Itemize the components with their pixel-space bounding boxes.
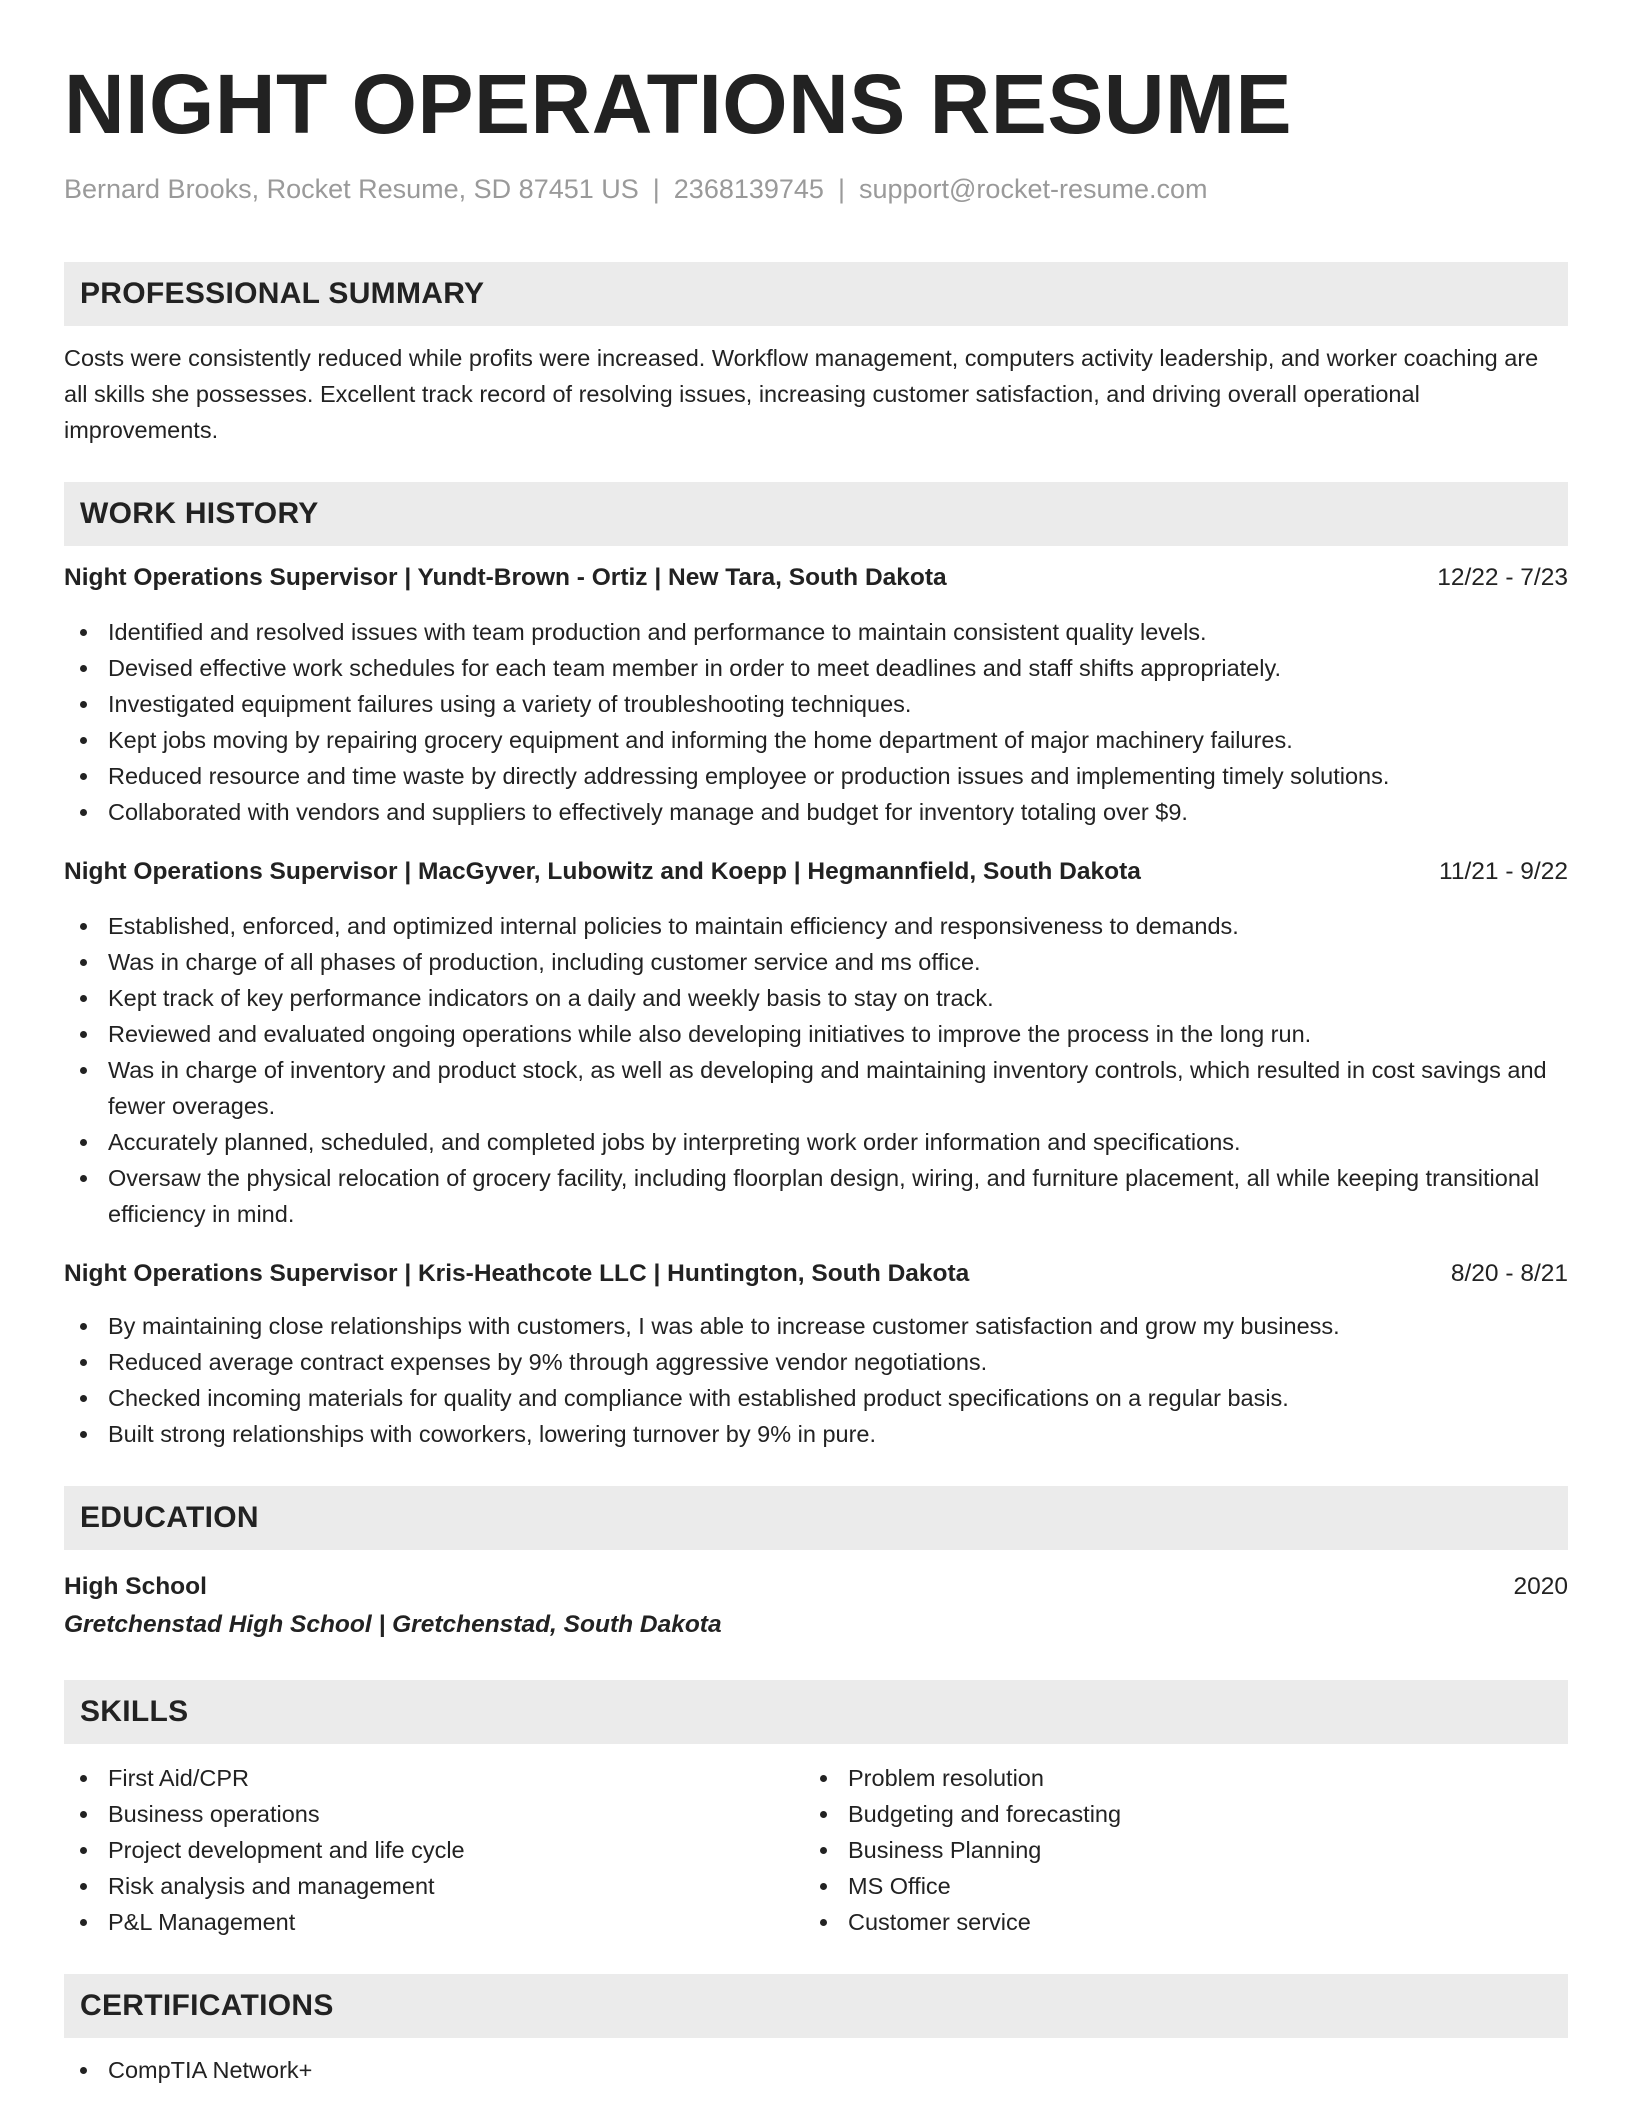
list-item: Risk analysis and management [64, 1868, 804, 1904]
summary-section [64, 262, 1568, 448]
skills-list-left [64, 1760, 804, 1940]
contact-phone: 2368139745 [673, 174, 824, 204]
contact-separator: | [652, 174, 660, 204]
list-item: Established, enforced, and optimized internal policies to maintain efficiency and responsiveness to demands. [64, 908, 1568, 944]
list-item: Collaborated with vendors and suppliers to effectively manage and budget for inventory totaling over $9. [64, 794, 1568, 830]
job-bullets [64, 1308, 1568, 1452]
job-title: Night Operations Supervisor | Yundt-Brown - Ortiz | New Tara, South Dakota [64, 564, 947, 591]
certifications-heading: CERTIFICATIONS [64, 1974, 1568, 2038]
list-item: Oversaw the physical relocation of grocery facility, including floorplan design, wiring, and furniture placement, all while keeping transitional efficiency in mind. [64, 1160, 1568, 1232]
page-title: NIGHT OPERATIONS RESUME [64, 57, 1293, 151]
work-history-section [64, 482, 1568, 1452]
list-item: Problem resolution [804, 1760, 1544, 1796]
contact-address: Bernard Brooks, Rocket Resume, SD 87451 US [64, 174, 639, 204]
job-dates: 11/21 - 9/22 [1439, 858, 1568, 885]
list-item: Budgeting and forecasting [804, 1796, 1544, 1832]
job-title: Night Operations Supervisor | Kris-Heathcote LLC | Huntington, South Dakota [64, 1260, 970, 1287]
job-header [64, 560, 1568, 596]
job-bullets [64, 908, 1568, 1232]
list-item: CompTIA Network+ [64, 2052, 1568, 2088]
contact-line [64, 174, 1568, 214]
list-item: By maintaining close relationships with customers, I was able to increase customer satisfaction and grow my business. [64, 1308, 1568, 1344]
education-school: Gretchenstad High School | Gretchenstad, South Dakota [64, 1611, 722, 1638]
list-item: Investigated equipment failures using a variety of troubleshooting techniques. [64, 686, 1568, 722]
job-dates: 8/20 - 8/21 [1450, 1260, 1568, 1287]
job-entry [64, 1256, 1568, 1452]
list-item: Reviewed and evaluated ongoing operations while also developing initiatives to improve the process in the long run. [64, 1016, 1568, 1052]
certifications-section [64, 1974, 1568, 2088]
list-item: Business operations [64, 1796, 804, 1832]
list-item: Project development and life cycle [64, 1832, 804, 1868]
list-item: Kept track of key performance indicators on a daily and weekly basis to stay on track. [64, 980, 1568, 1016]
list-item: Identified and resolved issues with team production and performance to maintain consistent quality levels. [64, 614, 1568, 650]
job-entry [64, 854, 1568, 1232]
summary-heading: PROFESSIONAL SUMMARY [64, 262, 1568, 326]
summary-text: Costs were consistently reduced while profits were increased. Workflow management, computers activity leadership, and worker coaching are all skills she possesses. Excellent track record of resolving issues, increasing customer satisfaction, and driving overall operational improvements. [64, 345, 1539, 443]
contact-email: support@rocket-resume.com [858, 174, 1208, 204]
skills-heading: SKILLS [64, 1680, 1568, 1744]
education-section [64, 1486, 1568, 1644]
skills-section [64, 1680, 1568, 1940]
work-history-heading: WORK HISTORY [64, 482, 1568, 546]
list-item: Business Planning [804, 1832, 1544, 1868]
job-header [64, 854, 1568, 890]
list-item: First Aid/CPR [64, 1760, 804, 1796]
certifications-list [64, 2052, 1568, 2088]
job-title: Night Operations Supervisor | MacGyver, Lubowitz and Koepp | Hegmannfield, South Dakota [64, 858, 1141, 885]
education-heading: EDUCATION [64, 1486, 1568, 1550]
list-item: Devised effective work schedules for each team member in order to meet deadlines and staff shifts appropriately. [64, 650, 1568, 686]
list-item: MS Office [804, 1868, 1544, 1904]
list-item: Reduced average contract expenses by 9% through aggressive vendor negotiations. [64, 1344, 1568, 1380]
skills-grid [64, 1760, 1568, 1940]
education-header [64, 1568, 1568, 1606]
contact-separator: | [837, 174, 845, 204]
job-header [64, 1256, 1568, 1292]
list-item: Was in charge of inventory and product stock, as well as developing and maintaining inventory controls, which resulted in cost savings and fewer overages. [64, 1052, 1568, 1124]
skills-list-right [804, 1760, 1544, 1940]
list-item: Customer service [804, 1904, 1544, 1940]
list-item: P&L Management [64, 1904, 804, 1940]
job-entry [64, 560, 1568, 830]
list-item: Built strong relationships with coworkers, lowering turnover by 9% in pure. [64, 1416, 1568, 1452]
education-degree: High School [64, 1573, 207, 1600]
job-bullets [64, 614, 1568, 830]
job-dates: 12/22 - 7/23 [1437, 564, 1568, 591]
education-year: 2020 [1513, 1573, 1568, 1600]
list-item: Was in charge of all phases of production, including customer service and ms office. [64, 944, 1568, 980]
list-item: Checked incoming materials for quality and compliance with established product specifications on a regular basis. [64, 1380, 1568, 1416]
list-item: Accurately planned, scheduled, and completed jobs by interpreting work order information and specifications. [64, 1124, 1568, 1160]
list-item: Kept jobs moving by repairing grocery equipment and informing the home department of major machinery failures. [64, 722, 1568, 758]
list-item: Reduced resource and time waste by directly addressing employee or production issues and implementing timely solutions. [64, 758, 1568, 794]
